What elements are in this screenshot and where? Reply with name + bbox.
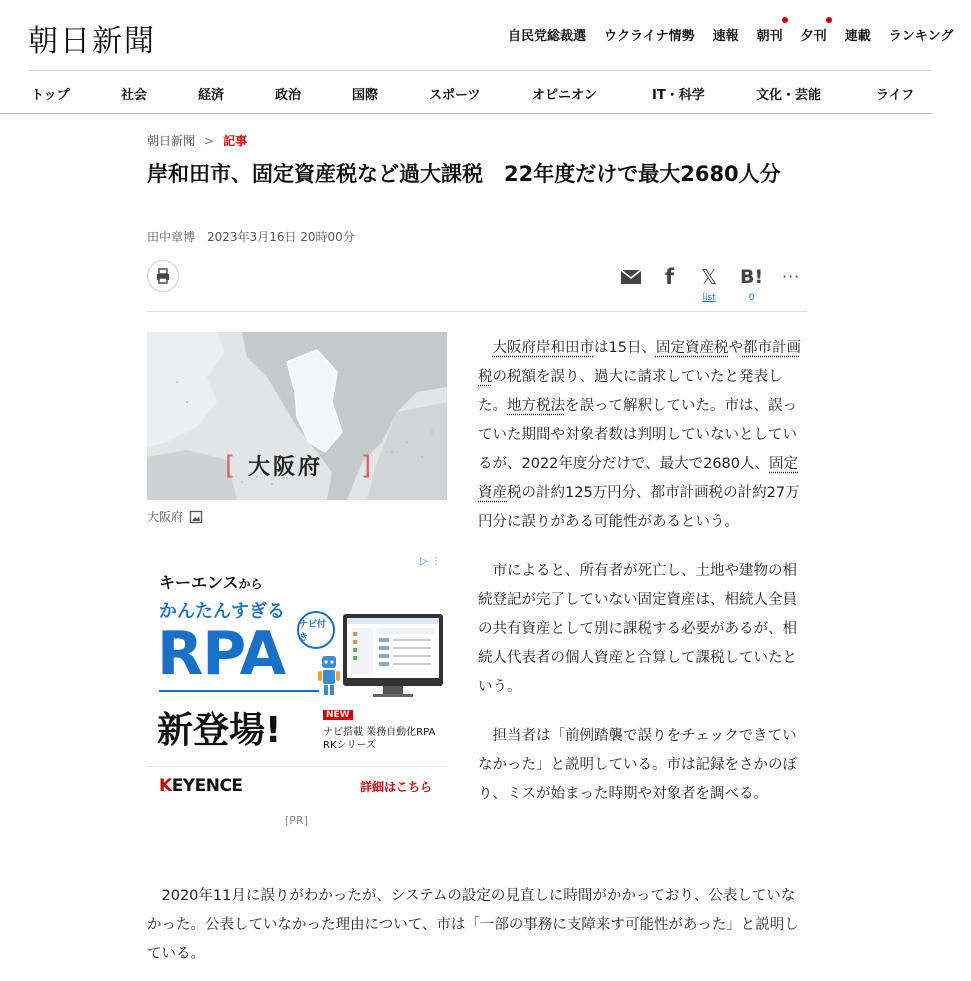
top-link-label: ウクライナ情勢 [604,29,695,44]
facebook-icon: f [665,265,675,289]
image-caption [147,508,203,525]
top-link-ranking[interactable] [889,25,954,44]
top-link-label: 速報 [712,29,739,44]
top-link-label: ランキング [888,29,954,44]
nav-item-economy[interactable]: 経済 [198,88,225,103]
share-hatena-button[interactable] [740,264,763,303]
ad-line2: かんたんすぎる [159,601,285,622]
paragraph-1 [478,334,804,537]
new-dot-icon [826,17,832,23]
top-link-sokuho[interactable] [713,25,739,44]
adchoices-icon[interactable]: ▷ ⋮ [420,556,441,567]
ad-rule [159,690,319,692]
robot-icon [317,654,341,698]
top-link-label: 夕刊 [800,29,827,44]
nav-item-top[interactable]: トップ [31,88,70,103]
nav-item-opinion[interactable]: オピニオン [532,88,598,103]
ad-screen-ui-graphic [347,618,439,678]
hatena-count: 0 [748,293,755,303]
link-fixed-asset-tax[interactable]: 固定資産税 [655,340,729,356]
ad-line1 [159,570,263,593]
text: 税の計約125万円分、都市計画税の計約27万円分に誤りがある可能性があるという。 [478,485,800,530]
mail-icon [620,264,642,290]
nav-item-life[interactable]: ライフ [876,88,915,103]
nav-item-it-science[interactable]: IT・科学 [652,88,705,103]
ad-line1-brand: キーエンス [159,573,239,592]
link-city-planning-tax[interactable]: 都市計画税 [478,340,801,385]
top-link-label: 連載 [844,29,871,44]
ad-brand-logo [159,776,243,796]
byline [147,228,355,245]
ad-desc1: ナビ搭載 業務自動化RPA [323,727,436,738]
top-link-ukraine[interactable] [604,25,695,44]
breadcrumb [147,132,247,149]
share-x-list-link[interactable]: list [702,293,716,303]
share-divider [147,311,807,312]
nav-item-sports[interactable]: スポーツ [429,88,481,103]
top-link-label: 自民党総裁選 [508,29,587,44]
nav-divider [0,113,932,114]
paragraph-4: 2020年11月に誤りがわかったが、システムの設定の見直しに時間がかかっており、公表していなかった。公表していなかった理由について、市は「一部の事務に支障来す可能性があった」と説明している。 [147,888,799,962]
site-logo[interactable]: 朝日新聞 [28,24,156,59]
top-link-label: 朝刊 [756,29,783,44]
print-button[interactable] [147,260,179,292]
article-body-wide [147,882,807,969]
ad-line4: 新登場! [157,710,282,751]
svg-text:]: ] [361,451,372,481]
paragraph-2: 市によると、所有者が死亡し、土地や建物の相続登記が完了していない固定資産は、相続人全員の共有資産として別に課税する必要があるが、相続人代表者の個人資産と合算して課税していたという。 [478,563,797,695]
ad-brand-k: K [159,776,172,796]
share-more-button[interactable] [782,264,800,290]
nav-item-international[interactable]: 国際 [352,88,379,103]
ad-cta-link[interactable]: 詳細はこちら [360,780,433,794]
ad-brand-rest: EYENCE [171,776,243,796]
top-link-rensai[interactable] [845,25,871,44]
share-x-button[interactable] [701,264,717,303]
ad-monitor-stand [383,686,403,694]
ad-badge: ナビ付き [297,611,335,649]
printer-icon [155,268,171,284]
link-local-tax-law[interactable]: 地方税法 [507,398,565,414]
ad-new-badge: NEW [323,710,353,720]
more-dots-icon: ··· [782,267,801,286]
breadcrumb-current: 記事 [223,134,248,148]
map-region-label: 大阪府 [248,455,324,480]
ad-rpa-text: RPA [157,619,286,689]
text: の税額を誤り、過大に請求していたと発表した。 [478,369,783,414]
share-mail-button[interactable] [620,264,642,290]
nav-item-politics[interactable]: 政治 [275,88,302,103]
advertisement-keyence[interactable] [147,554,447,804]
text: を誤って解釈していた。市は、誤っていた期間や対象者数は判明していないとしているが、2022年度分だけで、最大で2680人、 [478,398,797,472]
link-kishiwada[interactable]: 大阪府岸和田市 [492,340,594,356]
publish-date: 2023年3月16日 20時00分 [207,230,355,244]
top-link-choukan[interactable] [757,25,783,44]
breadcrumb-home[interactable]: 朝日新聞 [147,134,196,148]
new-dot-icon [782,17,788,23]
share-facebook-button[interactable] [665,264,674,290]
ad-pr-label: [PR] [285,814,308,827]
text: や [728,340,743,356]
author-name[interactable]: 田中章博 [147,230,196,244]
nav-item-culture[interactable]: 文化・芸能 [756,88,822,103]
article-headline: 岸和田市、固定資産税など過大課税 22年度だけで最大2680人分 [147,162,781,186]
ad-line1-suffix: から [238,577,263,591]
link-fixed-asset[interactable]: 固定資産 [478,456,799,501]
image-caption-text: 大阪府 [147,510,184,524]
ad-monitor-base [373,694,413,697]
top-link-jimin[interactable] [508,25,586,44]
text: は15日、 [594,340,656,356]
ad-monitor-screen [347,618,439,678]
paragraph-3: 担当者は「前例踏襲で誤りをチェックできていなかった」と説明している。市は記録をさかのぼり、ミスが始まった時期や対象者を調べる。 [478,728,797,802]
header-divider [28,70,932,71]
hatena-bookmark-icon: B! [740,266,764,288]
main-nav [0,84,932,102]
top-links [508,25,971,44]
breadcrumb-separator: > [204,134,215,148]
ad-desc2: RKシリーズ [323,740,377,751]
x-icon: 𝕏 [701,265,718,289]
top-link-yuukan[interactable] [801,25,827,44]
svg-text:[: [ [225,451,236,481]
gallery-icon[interactable] [189,510,203,524]
article-body [478,334,804,829]
nav-item-society[interactable]: 社会 [121,88,148,103]
